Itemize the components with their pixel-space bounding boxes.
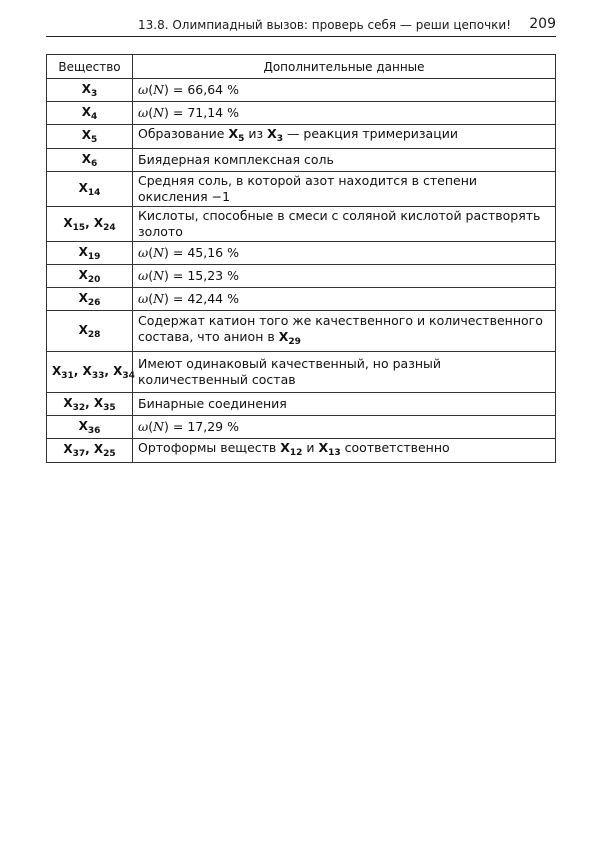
mass-fraction-value: 42,44 % bbox=[187, 291, 239, 306]
substance-data-table bbox=[46, 54, 556, 463]
substance-index: 32 bbox=[72, 402, 86, 413]
substance-cell: $X_{37}$, $X_{25}$ bbox=[47, 439, 133, 463]
column-header-data: Дополнительные данные bbox=[133, 55, 556, 79]
substance-cell: $X_{15}$, $X_{24}$ bbox=[47, 207, 133, 242]
substance-symbol: $X_3$ bbox=[267, 126, 283, 144]
table-row bbox=[47, 79, 556, 102]
substance-symbol: $X_{31}$ bbox=[52, 363, 74, 381]
data-cell bbox=[133, 172, 556, 207]
omega-variable: N bbox=[153, 105, 165, 120]
substance-index: 3 bbox=[91, 88, 98, 99]
substance-symbol: $X_{35}$ bbox=[93, 395, 116, 413]
substance-symbol: $X_{24}$ bbox=[93, 215, 116, 233]
substance-symbol: $X_{29}$ bbox=[278, 328, 301, 347]
substance-symbol: $X_{32}$ bbox=[63, 395, 86, 413]
column-header-substance: Вещество bbox=[47, 55, 133, 79]
substance-index: 15 bbox=[72, 222, 86, 233]
data-cell bbox=[133, 311, 556, 352]
description-text: Кислоты, способные в смеси с соляной кислотой растворять золото bbox=[138, 208, 541, 239]
running-head: 13.8. Олимпиадный вызов: проверь себя — реши цепочки! bbox=[138, 18, 512, 32]
description-text: — реакция тримеризации bbox=[282, 126, 458, 141]
substance-symbol: $X_{37}$ bbox=[63, 442, 86, 459]
description-text: Содержат катион того же качественного и количественного состава, что анион в bbox=[138, 312, 543, 344]
description-text: Биядерная комплексная соль bbox=[138, 152, 334, 167]
data-cell bbox=[133, 149, 556, 172]
substance-cell bbox=[47, 79, 133, 102]
substance-symbol: $X_{34}$ bbox=[113, 363, 135, 381]
description-text: из bbox=[244, 126, 268, 141]
substance-index: 24 bbox=[103, 222, 116, 233]
substance-symbol: $X_{19}$ bbox=[78, 244, 101, 262]
data-cell: ω(N) = 66,64 % bbox=[133, 79, 556, 102]
substance-reference bbox=[267, 126, 283, 144]
data-cell: ω(N) = 15,23 % bbox=[133, 265, 556, 288]
substance-symbol: $X_{20}$ bbox=[78, 267, 101, 285]
substance-cell: $X_{32}$, $X_{35}$ bbox=[47, 393, 133, 416]
substance-index: 19 bbox=[87, 251, 101, 262]
substance-cell bbox=[47, 265, 133, 288]
description-text: Имеют одинаковый качественный, но разный количественный состав bbox=[138, 356, 442, 387]
substance-index: 3 bbox=[276, 134, 283, 144]
mass-fraction-value: 71,14 % bbox=[187, 105, 239, 120]
substance-index: 14 bbox=[87, 187, 101, 198]
data-cell: ω(N) = 45,16 % bbox=[133, 242, 556, 265]
substance-symbol: $X_{15}$ bbox=[63, 215, 86, 233]
table-row bbox=[47, 149, 556, 172]
table-row bbox=[47, 265, 556, 288]
substance-index: 33 bbox=[91, 370, 105, 381]
omega-symbol: ω bbox=[138, 419, 149, 434]
table-row bbox=[47, 352, 556, 393]
substance-cell bbox=[47, 288, 133, 311]
substance-reference bbox=[278, 328, 301, 347]
substance-symbol: $X_{26}$ bbox=[78, 290, 101, 308]
table-row bbox=[47, 416, 556, 439]
substance-symbol: $X_{28}$ bbox=[78, 322, 101, 340]
substance-symbol: $X_{36}$ bbox=[78, 418, 101, 436]
substance-index: 4 bbox=[91, 111, 98, 122]
substance-index: 26 bbox=[87, 297, 101, 308]
description-text: Образование bbox=[138, 126, 229, 141]
substance-index: 5 bbox=[91, 135, 98, 145]
mass-fraction-value: 66,64 % bbox=[187, 82, 239, 97]
table-row bbox=[47, 393, 556, 416]
substance-index: 5 bbox=[238, 134, 245, 144]
substance-cell bbox=[47, 125, 133, 149]
omega-symbol: ω bbox=[138, 245, 149, 260]
substance-cell bbox=[47, 102, 133, 125]
description-text: Средняя соль, в которой азот находится в степени окисления −1 bbox=[138, 173, 477, 204]
data-cell bbox=[133, 207, 556, 242]
omega-variable: N bbox=[153, 245, 165, 260]
data-cell bbox=[133, 125, 556, 149]
substance-reference bbox=[318, 440, 341, 458]
substance-index: 12 bbox=[289, 448, 303, 458]
data-cell: ω(N) = 71,14 % bbox=[133, 102, 556, 125]
substance-cell bbox=[47, 172, 133, 207]
description-text: и bbox=[302, 440, 319, 455]
substance-symbol: $X_{25}$ bbox=[93, 442, 116, 459]
omega-variable: N bbox=[153, 82, 165, 97]
description-text: соответственно bbox=[340, 440, 450, 455]
substance-index: 37 bbox=[72, 449, 86, 459]
substance-index: 36 bbox=[87, 425, 101, 436]
description-text: Бинарные соединения bbox=[138, 396, 287, 411]
substance-cell bbox=[47, 311, 133, 352]
substance-symbol: $X_6$ bbox=[81, 151, 98, 169]
substance-index: 20 bbox=[87, 274, 101, 285]
mass-fraction-value: 17,29 % bbox=[187, 419, 239, 434]
omega-variable: N bbox=[153, 268, 165, 283]
table-body bbox=[47, 79, 556, 463]
substance-symbol: $X_{33}$ bbox=[82, 363, 105, 381]
substance-symbol: $X_3$ bbox=[81, 81, 98, 99]
substance-symbol: $X_5$ bbox=[228, 126, 245, 144]
page-header bbox=[46, 14, 556, 37]
substance-index: 13 bbox=[328, 448, 341, 458]
omega-variable: N bbox=[153, 419, 165, 434]
substance-index: 25 bbox=[103, 449, 116, 459]
substance-index: 29 bbox=[288, 336, 301, 347]
omega-symbol: ω bbox=[138, 82, 149, 97]
omega-symbol: ω bbox=[138, 105, 149, 120]
mass-fraction-value: 45,16 % bbox=[187, 245, 239, 260]
substance-reference bbox=[228, 126, 245, 144]
mass-fraction-value: 15,23 % bbox=[187, 268, 239, 283]
page-number: 209 bbox=[529, 16, 556, 32]
substance-cell bbox=[47, 149, 133, 172]
substance-cell bbox=[47, 242, 133, 265]
data-cell bbox=[133, 393, 556, 416]
data-cell: ω(N) = 42,44 % bbox=[133, 288, 556, 311]
table-row bbox=[47, 311, 556, 352]
substance-symbol: $X_4$ bbox=[81, 104, 98, 122]
data-cell bbox=[133, 439, 556, 463]
substance-index: 35 bbox=[103, 402, 116, 413]
substance-symbol: $X_5$ bbox=[81, 128, 98, 145]
table-row bbox=[47, 102, 556, 125]
table-row bbox=[47, 207, 556, 242]
description-text: Ортоформы веществ bbox=[138, 440, 281, 455]
data-cell: ω(N) = 17,29 % bbox=[133, 416, 556, 439]
table-row bbox=[47, 125, 556, 149]
table-row bbox=[47, 242, 556, 265]
substance-cell: $X_{31}$, $X_{33}$, $X_{34}$ bbox=[47, 352, 133, 393]
substance-index: 31 bbox=[61, 370, 74, 381]
table-row bbox=[47, 172, 556, 207]
omega-symbol: ω bbox=[138, 268, 149, 283]
substance-index: 28 bbox=[87, 329, 101, 340]
substance-symbol: $X_{12}$ bbox=[280, 440, 303, 458]
substance-symbol: $X_{14}$ bbox=[78, 180, 101, 198]
substance-index: 6 bbox=[91, 158, 98, 169]
substance-cell bbox=[47, 416, 133, 439]
substance-symbol: $X_{13}$ bbox=[318, 440, 341, 458]
table-header-row bbox=[47, 55, 556, 79]
data-cell bbox=[133, 352, 556, 393]
substance-index: 34 bbox=[122, 370, 135, 381]
table-row bbox=[47, 288, 556, 311]
table-row bbox=[47, 439, 556, 463]
substance-reference bbox=[280, 440, 303, 458]
omega-variable: N bbox=[153, 291, 165, 306]
omega-symbol: ω bbox=[138, 291, 149, 306]
